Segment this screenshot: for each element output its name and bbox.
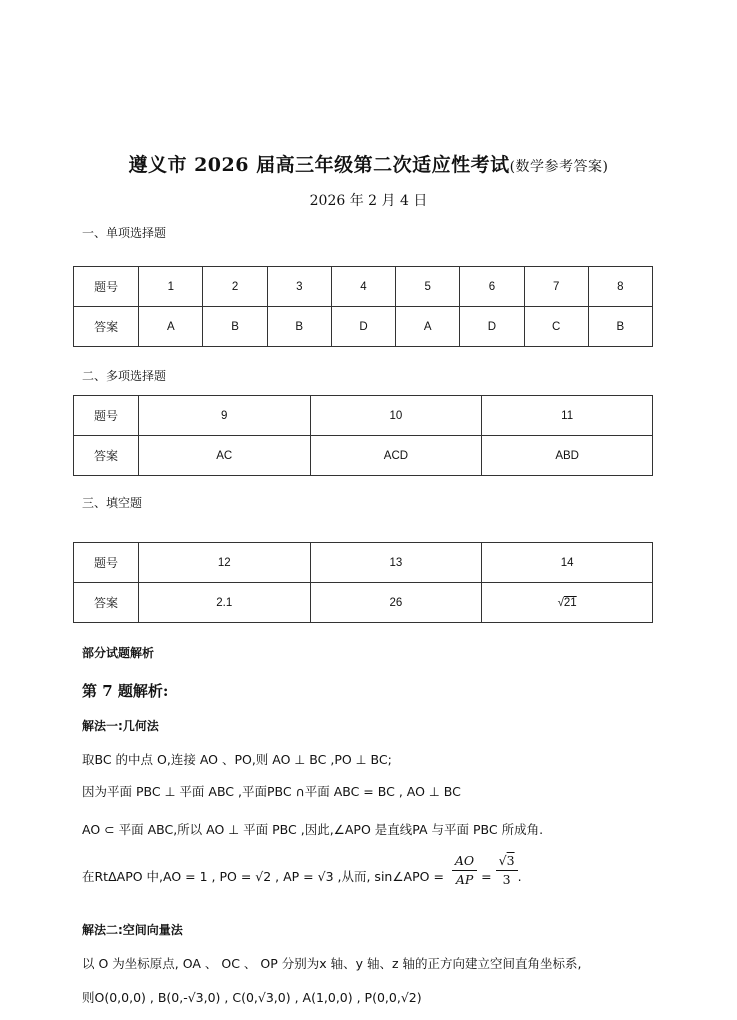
section-2-heading: 二、多项选择题 [82, 369, 167, 383]
row-label-answer: 答案 [74, 307, 139, 347]
fraction-numerator: AO [452, 852, 477, 871]
method2-heading: 解法二:空间向量法 [82, 923, 183, 937]
q7-heading: 第 7 题解析: [82, 682, 169, 700]
answer-cell: ACD [310, 436, 482, 476]
question-number: 11 [482, 396, 653, 436]
table-row [74, 396, 653, 436]
row-label-number: 题号 [74, 267, 139, 307]
fraction-sqrt3-3 [496, 852, 518, 889]
table-row [74, 583, 653, 623]
title-subtitle: (数学参考答案) [509, 159, 609, 175]
answer-cell: B [203, 307, 267, 347]
section-1-heading: 一、单项选择题 [82, 226, 167, 240]
answer-cell: C [524, 307, 588, 347]
method1-line-2: 因为平面 PBC ⊥ 平面 ABC ,平面PBC ∩平面 ABC = BC , AO ⊥ BC [82, 784, 461, 799]
period: . [517, 869, 522, 884]
question-number: 6 [460, 267, 524, 307]
document-date: 2026 年 2 月 4 日 [309, 193, 428, 209]
question-number: 8 [588, 267, 652, 307]
row-label-answer: 答案 [74, 436, 139, 476]
row-label-answer: 答案 [74, 583, 139, 623]
question-number: 10 [310, 396, 482, 436]
question-number: 3 [267, 267, 331, 307]
multiple-choice-answer-table [73, 395, 653, 476]
row-label-number: 题号 [74, 396, 139, 436]
analysis-heading: 部分试题解析 [82, 646, 155, 660]
method1-line-4-text: 在RtΔAPO 中,AO = 1 , PO = √2 , AP = √3 ,从而, sin∠APO = [82, 869, 444, 884]
document-title [0, 150, 737, 177]
question-number: 13 [310, 543, 482, 583]
answer-cell: AC [138, 436, 310, 476]
table-row [74, 267, 653, 307]
radicand: 21 [563, 596, 577, 609]
answer-cell: 2.1 [138, 583, 310, 623]
table-row [74, 307, 653, 347]
method1-line-3: AO ⊂ 平面 ABC,所以 AO ⊥ 平面 PBC ,因此,∠APO 是直线PA 与平面 PBC 所成角. [82, 822, 544, 837]
answer-cell-sqrt [482, 583, 653, 623]
question-number: 7 [524, 267, 588, 307]
fraction-ao-ap [452, 852, 477, 889]
title-main: 遵义市 2026 届高三年级第二次适应性考试 [128, 154, 510, 176]
answer-cell: B [588, 307, 652, 347]
single-choice-answer-table [73, 266, 653, 347]
fraction-denominator: AP [455, 872, 474, 887]
method1-heading: 解法一:几何法 [82, 719, 159, 733]
table-row [74, 436, 653, 476]
fraction-numerator: √3 [496, 852, 518, 871]
method1-line-4 [82, 853, 522, 889]
method1-line-1: 取BC 的中点 O,连接 AO 、PO,则 AO ⊥ BC ,PO ⊥ BC; [82, 752, 392, 767]
question-number: 2 [203, 267, 267, 307]
answer-cell: A [139, 307, 203, 347]
method2-line-2: 则O(0,0,0) , B(0,-√3,0) , C(0,√3,0) , A(1,0,0) , P(0,0,√2) [82, 990, 422, 1005]
section-3-heading: 三、填空题 [82, 496, 143, 510]
question-number: 1 [139, 267, 203, 307]
equals-sign: = [481, 869, 492, 884]
question-number: 14 [482, 543, 653, 583]
row-label-number: 题号 [74, 543, 139, 583]
radicand: 3 [506, 853, 515, 868]
question-number: 4 [331, 267, 395, 307]
method2-line-1: 以 O 为坐标原点, OA 、 OC 、 OP 分别为x 轴、y 轴、z 轴的正方向建立空间直角坐标系, [82, 956, 582, 971]
table-row [74, 543, 653, 583]
sqrt-symbol: √21 [557, 596, 577, 609]
answer-cell: A [396, 307, 460, 347]
question-number: 9 [138, 396, 310, 436]
answer-cell: ABD [482, 436, 653, 476]
answer-cell: D [331, 307, 395, 347]
fill-in-answer-table [73, 542, 653, 623]
question-number: 5 [396, 267, 460, 307]
answer-cell: B [267, 307, 331, 347]
answer-cell: 26 [310, 583, 482, 623]
question-number: 12 [138, 543, 310, 583]
fraction-denominator: 3 [502, 872, 511, 887]
answer-cell: D [460, 307, 524, 347]
